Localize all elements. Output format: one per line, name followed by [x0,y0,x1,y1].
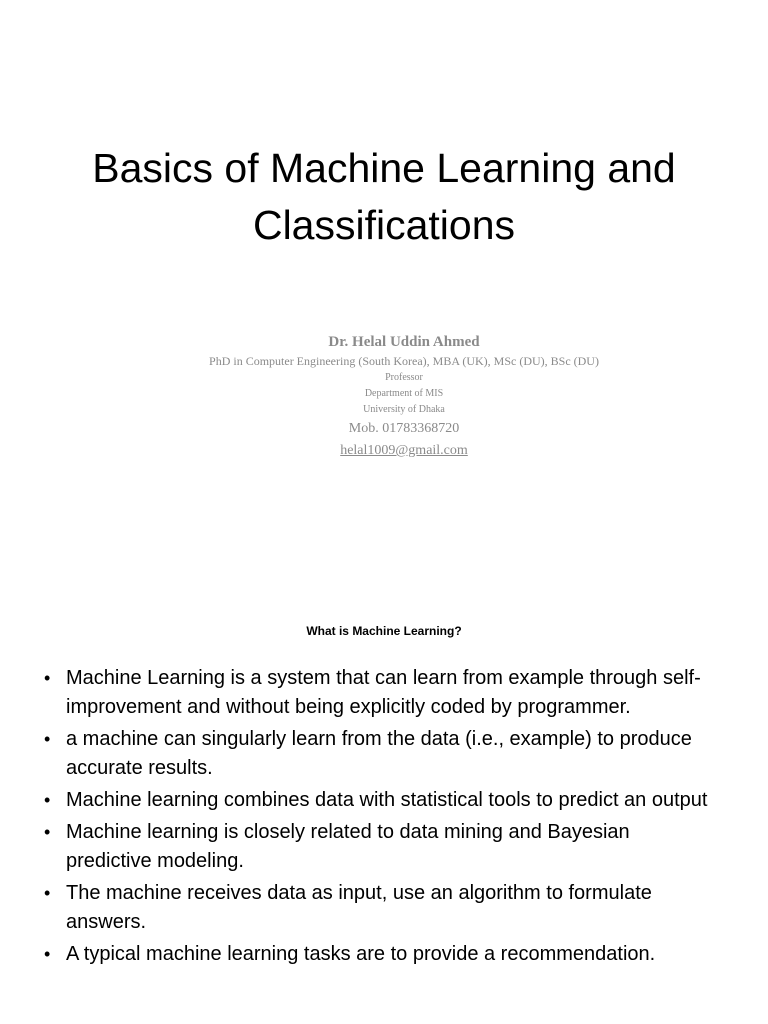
bullet-icon: • [44,944,51,964]
bullet-text: Machine learning combines data with statistical tools to predict an output [66,789,708,811]
bullet-icon: • [44,822,51,842]
author-info [100,332,708,462]
bullet-icon: • [44,790,51,810]
title-line-1: Basics of Machine Learning and [92,145,676,191]
bullet-text: Machine learning is closely related to data mining and Bayesian predictive modeling. [66,821,630,872]
author-email-link[interactable]: helal1009@gmail.com [340,443,468,458]
slide-title [40,140,728,254]
author-name: Dr. Helal Uddin Ahmed [328,334,480,350]
bullet-item [44,879,714,937]
slide-heading: What is Machine Learning? [306,624,462,638]
bullet-icon: • [44,729,51,749]
bullet-item [44,664,714,722]
bullet-item [44,940,714,969]
bullet-icon: • [44,883,51,903]
bullet-item [44,818,714,876]
bullet-text: A typical machine learning tasks are to provide a recommendation. [66,943,656,965]
content-slide [0,576,768,1024]
author-university: University of Dhaka [363,404,445,415]
bullet-icon: • [44,668,51,688]
author-degrees: PhD in Computer Engineering (South Korea), MBA (UK), MSc (DU), BSc (DU) [209,354,599,368]
bullet-list [44,664,714,972]
author-department: Department of MIS [364,388,444,399]
title-line-2: Classifications [252,202,516,248]
bullet-item [44,786,714,815]
bullet-text: Machine Learning is a system that can learn from example through self-improvement and without being explicitly coded by programmer. [66,667,701,718]
author-mobile: Mob. 01783368720 [348,421,460,436]
bullet-item [44,725,714,783]
bullet-text: The machine receives data as input, use an algorithm to formulate answers. [66,882,652,933]
author-position: Professor [385,372,423,383]
bullet-text: a machine can singularly learn from the data (i.e., example) to produce accurate results. [66,728,692,779]
